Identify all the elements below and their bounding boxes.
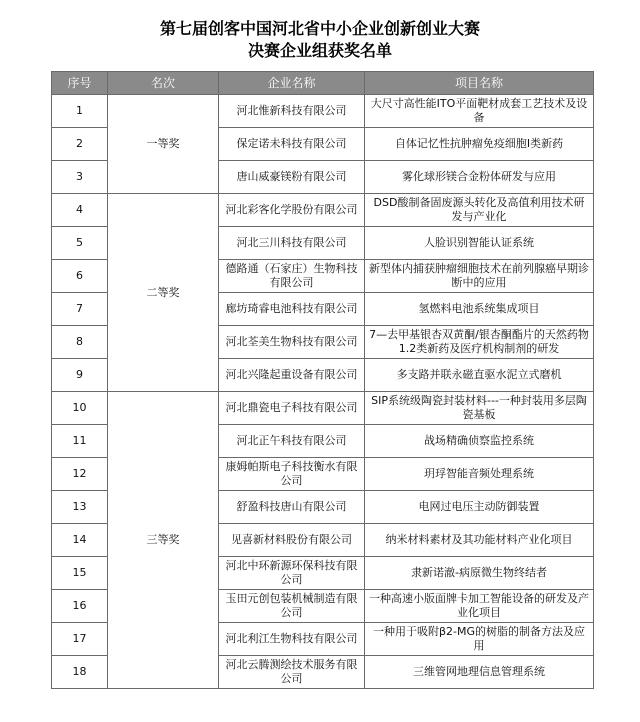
award-table: [51, 71, 594, 689]
cell-seq: 10: [52, 392, 108, 425]
cell-seq: 14: [52, 524, 108, 557]
table-row: [52, 194, 594, 227]
cell-rank: 三等奖: [108, 392, 219, 689]
cell-rank: 一等奖: [108, 95, 219, 194]
cell-company: 河北鼎瓷电子科技有限公司: [219, 392, 365, 425]
cell-company: 河北彩客化学股份有限公司: [219, 194, 365, 227]
cell-project: 纳米材料素材及其功能材料产业化项目: [365, 524, 594, 557]
cell-project: 人脸识别智能认证系统: [365, 227, 594, 260]
cell-project: 新型体内捕获肿瘤细胞技术在前列腺癌早期诊断中的应用: [365, 260, 594, 293]
cell-seq: 8: [52, 326, 108, 359]
cell-company: 河北正午科技有限公司: [219, 425, 365, 458]
cell-project: 雾化球形镁合金粉体研发与应用: [365, 161, 594, 194]
table-row: [52, 95, 594, 128]
cell-project: 战场精确侦察监控系统: [365, 425, 594, 458]
cell-seq: 9: [52, 359, 108, 392]
cell-seq: 2: [52, 128, 108, 161]
cell-seq: 15: [52, 557, 108, 590]
cell-company: 河北荃美生物科技有限公司: [219, 326, 365, 359]
header-project: 项目名称: [365, 72, 594, 95]
header-seq: 序号: [52, 72, 108, 95]
cell-company: 河北云腾测绘技术服务有限公司: [219, 656, 365, 689]
cell-seq: 5: [52, 227, 108, 260]
table-row: [52, 392, 594, 425]
cell-company: 廊坊琦睿电池科技有限公司: [219, 293, 365, 326]
cell-seq: 12: [52, 458, 108, 491]
cell-seq: 3: [52, 161, 108, 194]
cell-company: 德路通（石家庄）生物科技有限公司: [219, 260, 365, 293]
cell-seq: 18: [52, 656, 108, 689]
cell-seq: 17: [52, 623, 108, 656]
cell-company: 康姆帕斯电子科技衡水有限公司: [219, 458, 365, 491]
cell-project: 氢燃料电池系统集成项目: [365, 293, 594, 326]
cell-seq: 4: [52, 194, 108, 227]
table-header-row: [52, 72, 594, 95]
cell-company: 唐山威豪镁粉有限公司: [219, 161, 365, 194]
cell-project: 大尺寸高性能ITO平面靶材成套工艺技术及设备: [365, 95, 594, 128]
cell-seq: 11: [52, 425, 108, 458]
table-body: [52, 95, 594, 689]
header-rank: 名次: [108, 72, 219, 95]
cell-project: 三维管网地理信息管理系统: [365, 656, 594, 689]
cell-project: DSD酸制备固废源头转化及高值利用技术研发与产业化: [365, 194, 594, 227]
cell-project: 隶新诺澈-病原微生物终结者: [365, 557, 594, 590]
cell-company: 舒盈科技唐山有限公司: [219, 491, 365, 524]
cell-project: 自体记忆性抗肿瘤免疫细胞Ⅰ类新药: [365, 128, 594, 161]
cell-project: 玥琈智能音频处理系统: [365, 458, 594, 491]
cell-seq: 1: [52, 95, 108, 128]
header-company: 企业名称: [219, 72, 365, 95]
cell-project: 一种高速小版面牌卡加工智能设备的研发及产业化项目: [365, 590, 594, 623]
cell-seq: 16: [52, 590, 108, 623]
cell-company: 河北惟新科技有限公司: [219, 95, 365, 128]
cell-seq: 13: [52, 491, 108, 524]
cell-project: 7—去甲基银杏双黄酮/银杏酮酯片的天然药物1.2类新药及医疗机构制剂的研发: [365, 326, 594, 359]
cell-project: 电网过电压主动防御装置: [365, 491, 594, 524]
cell-company: 河北利江生物科技有限公司: [219, 623, 365, 656]
cell-company: 保定诺未科技有限公司: [219, 128, 365, 161]
cell-seq: 6: [52, 260, 108, 293]
cell-company: 河北三川科技有限公司: [219, 227, 365, 260]
cell-company: 河北中环新源环保科技有限公司: [219, 557, 365, 590]
cell-seq: 7: [52, 293, 108, 326]
document-title: 第七届创客中国河北省中小企业创新创业大赛: [159, 19, 480, 38]
cell-company: 河北兴隆起重设备有限公司: [219, 359, 365, 392]
cell-company: 玉田元创包装机械制造有限公司: [219, 590, 365, 623]
cell-project: 多支路并联永磁直驱水泥立式磨机: [365, 359, 594, 392]
cell-company: 见喜新材料股份有限公司: [219, 524, 365, 557]
cell-rank: 二等奖: [108, 194, 219, 392]
cell-project: SIP系统级陶瓷封装材料---一种封装用多层陶瓷基板: [365, 392, 594, 425]
document-subtitle: 决赛企业组获奖名单: [247, 41, 392, 60]
cell-project: 一种用于吸附β2-MG的树脂的制备方法及应用: [365, 623, 594, 656]
